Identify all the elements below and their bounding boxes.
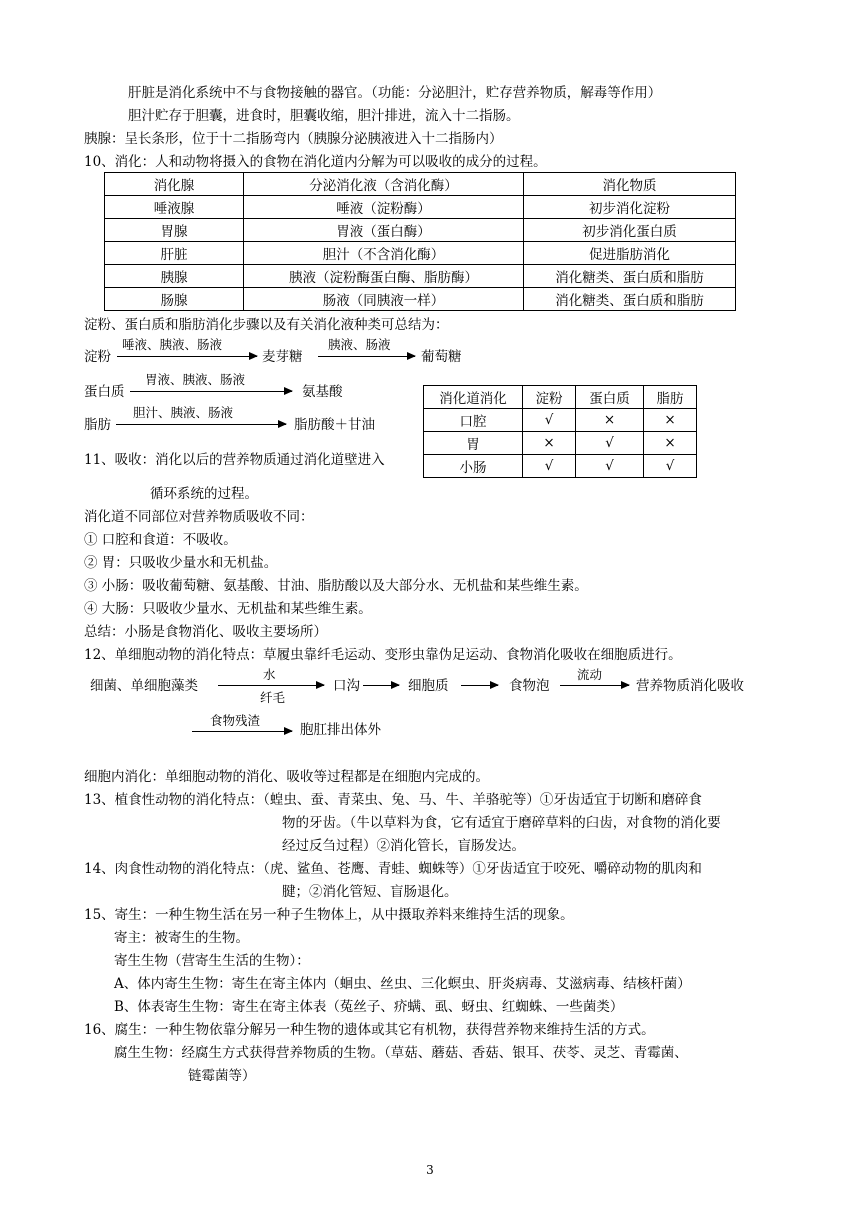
flow-bacteria: 细菌、单细胞藻类 <box>90 678 198 694</box>
flow-maltose-enzymes: 胰液、肠液 <box>328 337 391 352</box>
arrow-icon <box>363 685 399 686</box>
table-cell: 口腔 <box>424 409 523 432</box>
absorption-intro: 消化道不同部位对营养物质吸收不同： <box>84 509 314 525</box>
table-row <box>105 219 736 242</box>
herbivore-heading: 13、植食性动物的消化特点：（蝗虫、蚕、青菜虫、兔、马、牛、羊骆驼等）①牙齿适宜于切断和磨碎食 <box>84 792 702 808</box>
flow-fat-products: 脂肪酸＋甘油 <box>294 417 375 433</box>
flow-oral-groove: 口沟 <box>333 678 360 694</box>
table-cell: 胰液（淀粉酶蛋白酶、脂肪酶） <box>244 265 524 288</box>
unicellular-heading: 12、单细胞动物的消化特点：草履虫靠纤毛运动、变形虫靠伪足运动、食物消化吸收在细胞质进行。 <box>84 647 682 663</box>
host-line: 寄主：被寄生的生物。 <box>114 930 249 946</box>
table-cell: √ <box>644 455 697 478</box>
parasitism-heading: 15、寄生：一种生物生活在另一种子生物体上，从中摄取养料来维持生活的现象。 <box>84 907 574 923</box>
absorption-item: ④ 大肠：只吸收少量水、无机盐和某些维生素。 <box>84 601 372 617</box>
table-header-cell: 消化物质 <box>524 173 736 196</box>
absorption-item: ③ 小肠：吸收葡萄糖、氨基酸、甘油、脂肪酸以及大部分水、无机盐和某些维生素。 <box>84 578 588 594</box>
flow-anal-pore: 胞肛排出体外 <box>300 722 381 738</box>
saprophyte-line: 腐生生物：经腐生方式获得营养物质的生物。（草菇、蘑菇、香菇、银耳、茯苓、灵芝、青霉菌、 <box>114 1045 688 1061</box>
table-header-cell: 消化道消化 <box>424 386 523 409</box>
table-cell: × <box>576 409 644 432</box>
flow-protein-enzymes: 胃液、胰液、肠液 <box>145 372 246 387</box>
arrow-icon <box>218 685 324 686</box>
flow-water: 水 <box>263 667 276 682</box>
parasite-line: 寄生生物（营寄生生活的生物）： <box>114 953 310 969</box>
table-header-cell: 脂肪 <box>644 386 697 409</box>
flow-food-residue: 食物残渣 <box>210 713 261 728</box>
table-row <box>105 196 736 219</box>
flow-amino-acid: 氨基酸 <box>302 384 343 400</box>
herbivore-line: 经过反刍过程）②消化管长，盲肠发达。 <box>282 838 525 854</box>
table-cell: × <box>523 432 576 455</box>
absorption-continued: 循环系统的过程。 <box>150 486 258 502</box>
absorption-item: ① 口腔和食道：不吸收。 <box>84 532 237 548</box>
table-row <box>424 455 697 478</box>
carnivore-heading: 14、肉食性动物的消化特点：（虎、鲨鱼、苍鹰、青蛙、蜘蛛等）①牙齿适宜于咬死、嚼碎动物的肌肉和 <box>84 861 702 877</box>
table-row <box>424 432 697 455</box>
table-cell: 唾液腺 <box>105 196 244 219</box>
digestive-gland-table <box>104 172 736 311</box>
herbivore-line: 物的牙齿。（牛以草料为食，它有适宜于磨碎草料的臼齿，对食物的消化要 <box>282 815 721 831</box>
absorption-summary: 总结：小肠是食物消化、吸收主要场所） <box>84 624 327 640</box>
page-number: 3 <box>426 1163 434 1177</box>
intracellular-line: 细胞内消化：单细胞动物的消化、吸收等过程都是在细胞内完成的。 <box>84 769 489 785</box>
table-cell: √ <box>576 432 644 455</box>
table-row <box>105 288 736 311</box>
table-cell: 促进脂肪消化 <box>524 242 736 265</box>
table-cell: × <box>644 409 697 432</box>
table-row <box>105 265 736 288</box>
table-cell: √ <box>576 455 644 478</box>
ectoparasite-line: B、体表寄生生物：寄生在寄主体表（菟丝子、疥螨、虱、蚜虫、红蜘蛛、一些菌类） <box>114 999 624 1015</box>
table-header-cell: 消化腺 <box>105 173 244 196</box>
arrow-icon <box>130 391 292 392</box>
flow-maltose: 麦芽糖 <box>262 349 303 365</box>
digestion-heading: 10、消化：人和动物将摄入的食物在消化道内分解为可以吸收的成分的过程。 <box>84 154 547 170</box>
flow-fat-enzymes: 胆汁、胰液、肠液 <box>133 405 234 420</box>
pancreas-line: 胰腺：呈长条形，位于十二指肠弯内（胰腺分泌胰液进入十二指肠内） <box>84 131 503 147</box>
flow-fat: 脂肪 <box>84 417 111 433</box>
table-cell: 胃液（蛋白酶） <box>244 219 524 242</box>
table-cell: 小肠 <box>424 455 523 478</box>
digestion-site-table <box>423 385 697 478</box>
summary-heading: 淀粉、蛋白质和脂肪消化步骤以及有关消化液种类可总结为： <box>84 317 449 333</box>
arrow-icon <box>116 424 286 425</box>
table-cell: 胃腺 <box>105 219 244 242</box>
arrow-icon <box>192 731 292 732</box>
flow-flowing: 流动 <box>577 667 603 682</box>
carnivore-line: 腱；②消化管短、盲肠退化。 <box>282 884 458 900</box>
saprophyte-line: 链霉菌等） <box>188 1068 256 1084</box>
table-cell: √ <box>523 409 576 432</box>
flow-cilia: 纤毛 <box>260 690 286 705</box>
flow-glucose: 葡萄糖 <box>421 349 462 365</box>
table-cell: 肠腺 <box>105 288 244 311</box>
absorption-heading: 11、吸收：消化以后的营养物质通过消化道壁进入 <box>84 452 385 468</box>
table-cell: 唾液（淀粉酶） <box>244 196 524 219</box>
table-row <box>424 409 697 432</box>
table-cell: 初步消化蛋白质 <box>524 219 736 242</box>
table-header-cell: 分泌消化液（含消化酶） <box>244 173 524 196</box>
table-cell: 胆汁（不含消化酶） <box>244 242 524 265</box>
arrow-icon <box>461 685 498 686</box>
liver-line: 肝脏是消化系统中不与食物接触的器官。（功能：分泌胆汁，贮存营养物质，解毒等作用） <box>128 85 662 101</box>
table-cell: 消化糖类、蛋白质和脂肪 <box>524 288 736 311</box>
table-cell: 胰腺 <box>105 265 244 288</box>
table-cell: × <box>644 432 697 455</box>
table-row <box>105 242 736 265</box>
arrow-icon <box>318 356 415 357</box>
flow-cytoplasm: 细胞质 <box>408 678 449 694</box>
arrow-icon <box>117 356 257 357</box>
flow-starch: 淀粉 <box>84 349 111 365</box>
table-header-row <box>424 386 697 409</box>
table-cell: 肝脏 <box>105 242 244 265</box>
table-header-cell: 淀粉 <box>523 386 576 409</box>
table-cell: 初步消化淀粉 <box>524 196 736 219</box>
table-cell: 消化糖类、蛋白质和脂肪 <box>524 265 736 288</box>
table-cell: 肠液（同胰液一样） <box>244 288 524 311</box>
flow-starch-enzymes: 唾液、胰液、肠液 <box>122 337 223 352</box>
flow-absorption: 营养物质消化吸收 <box>636 678 744 694</box>
table-header-cell: 蛋白质 <box>576 386 644 409</box>
flow-food-vacuole: 食物泡 <box>509 678 550 694</box>
table-cell: √ <box>523 455 576 478</box>
table-cell: 胃 <box>424 432 523 455</box>
saprophytism-heading: 16、腐生：一种生物依靠分解另一种生物的遗体或其它有机物，获得营养物来维持生活的方式。 <box>84 1022 655 1038</box>
table-header-row <box>105 173 736 196</box>
arrow-icon <box>560 685 629 686</box>
bile-line: 胆汁贮存于胆囊，进食时，胆囊收缩，胆汁排进，流入十二指肠。 <box>128 108 520 124</box>
absorption-item: ② 胃：只吸收少量水和无机盐。 <box>84 555 278 571</box>
flow-protein: 蛋白质 <box>84 384 125 400</box>
endoparasite-line: A、体内寄生生物：寄生在寄主体内（蛔虫、丝虫、三化螟虫、肝炎病毒、艾滋病毒、结核杆菌） <box>114 976 691 992</box>
